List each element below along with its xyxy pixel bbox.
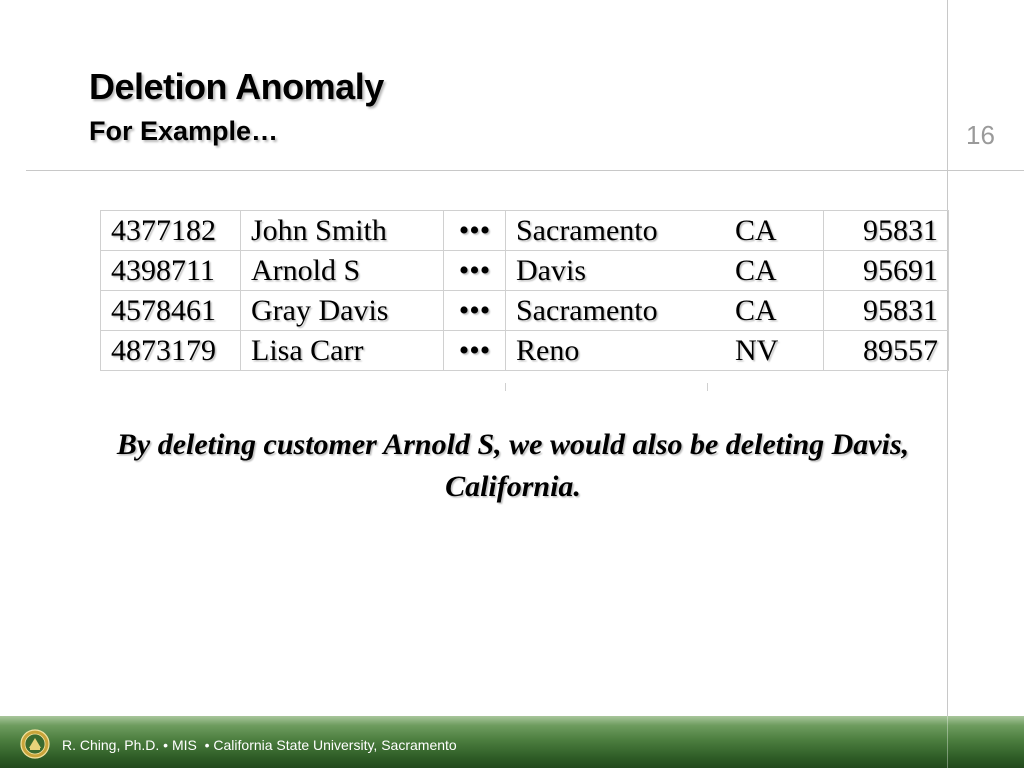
customer-id-cell: 4578461	[101, 291, 241, 331]
state-cell: CA	[725, 291, 824, 331]
zip-cell: 95691	[824, 251, 949, 291]
vertical-divider	[947, 0, 948, 768]
slide-title: Deletion Anomaly	[89, 66, 384, 107]
state-cell: CA	[725, 211, 824, 251]
zip-cell: 89557	[824, 331, 949, 371]
ellipsis-cell: •••	[444, 211, 506, 251]
state-cell: CA	[725, 251, 824, 291]
page-number: 16	[966, 120, 995, 150]
city-column-tick	[505, 383, 506, 391]
customer-name-cell: Arnold S	[241, 251, 444, 291]
customer-table	[100, 210, 949, 371]
city-cell: Sacramento	[506, 211, 726, 251]
table-row	[101, 331, 949, 371]
zip-cell: 95831	[824, 211, 949, 251]
state-cell: NV	[725, 331, 824, 371]
ellipsis-cell: •••	[444, 291, 506, 331]
city-cell: Davis	[506, 251, 726, 291]
table-row	[101, 291, 949, 331]
footer-bar	[0, 716, 1024, 768]
customer-name-cell: John Smith	[241, 211, 444, 251]
caption-text: By deleting customer Arnold S, we would also be deleting Davis, California.	[116, 428, 910, 503]
customer-name-cell: Lisa Carr	[241, 331, 444, 371]
footer-text: R. Ching, Ph.D. • MIS • California State University, Sacramento	[62, 737, 457, 753]
table-row	[101, 251, 949, 291]
city-cell: Sacramento	[506, 291, 726, 331]
table-row	[101, 211, 949, 251]
city-cell: Reno	[506, 331, 726, 371]
customer-name-cell: Gray Davis	[241, 291, 444, 331]
ellipsis-cell: •••	[444, 251, 506, 291]
footer-divider	[947, 716, 948, 768]
customer-id-cell: 4377182	[101, 211, 241, 251]
zip-cell: 95831	[824, 291, 949, 331]
slide-subtitle: For Example…	[89, 116, 279, 146]
customer-id-cell: 4873179	[101, 331, 241, 371]
university-seal-icon	[20, 729, 50, 759]
city-column-tick	[707, 383, 708, 391]
ellipsis-cell: •••	[444, 331, 506, 371]
horizontal-divider	[26, 170, 1024, 171]
customer-id-cell: 4398711	[101, 251, 241, 291]
